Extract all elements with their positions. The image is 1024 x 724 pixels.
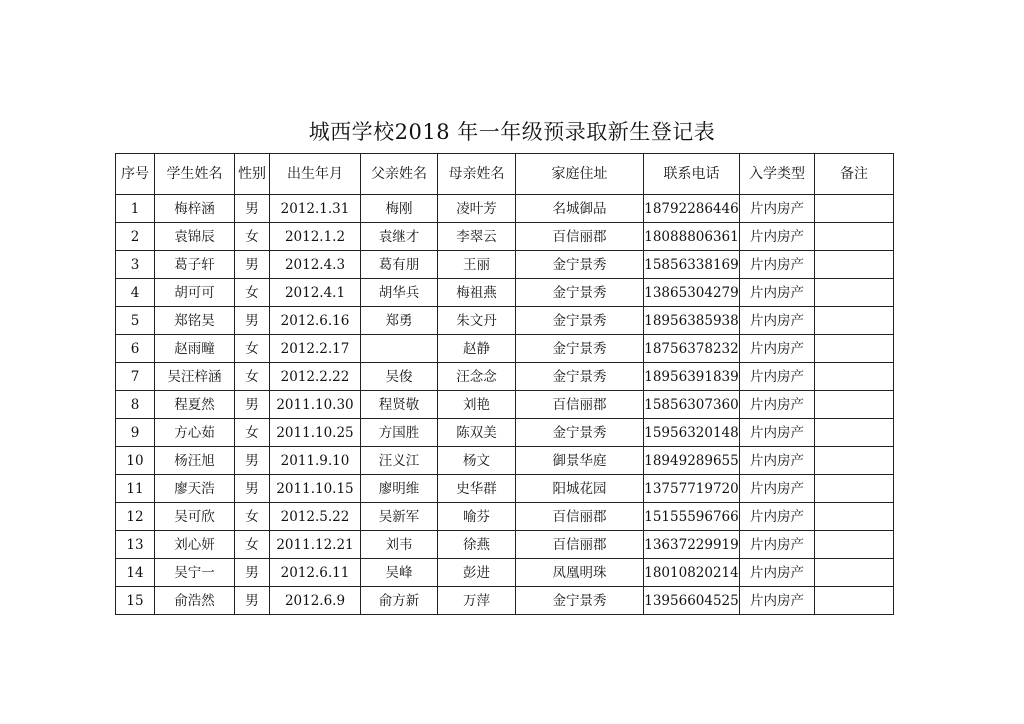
student-name-cell: 程夏然 <box>155 391 235 419</box>
address-cell: 金宁景秀 <box>516 335 644 363</box>
mother-name-cell: 喻芬 <box>438 503 516 531</box>
birth-date-cell: 2012.1.2 <box>270 223 361 251</box>
header-cell: 家庭住址 <box>516 154 644 195</box>
phone-cell: 18010820214 <box>644 559 740 587</box>
address-cell: 金宁景秀 <box>516 279 644 307</box>
remarks-cell <box>815 223 894 251</box>
gender-cell: 女 <box>235 363 270 391</box>
seq-cell: 5 <box>116 307 155 335</box>
seq-cell: 11 <box>116 475 155 503</box>
enrollment-type-cell: 片内房产 <box>740 335 815 363</box>
seq-cell: 9 <box>116 419 155 447</box>
father-name-cell: 吴新军 <box>361 503 438 531</box>
father-name-cell: 葛有朋 <box>361 251 438 279</box>
mother-name-cell: 汪念念 <box>438 363 516 391</box>
address-cell: 凤凰明珠 <box>516 559 644 587</box>
table-row <box>116 531 894 559</box>
seq-cell: 6 <box>116 335 155 363</box>
enrollment-type-cell: 片内房产 <box>740 279 815 307</box>
table-row <box>116 447 894 475</box>
table-row <box>116 251 894 279</box>
student-name-cell: 吴宁一 <box>155 559 235 587</box>
header-cell: 联系电话 <box>644 154 740 195</box>
document-title: 城西学校2018 年一年级预录取新生登记表 <box>308 120 716 144</box>
father-name-cell <box>361 335 438 363</box>
registration-table <box>115 153 894 615</box>
remarks-cell <box>815 447 894 475</box>
father-name-cell: 袁继才 <box>361 223 438 251</box>
phone-cell: 15856307360 <box>644 391 740 419</box>
gender-cell: 女 <box>235 279 270 307</box>
phone-cell: 13865304279 <box>644 279 740 307</box>
mother-name-cell: 赵静 <box>438 335 516 363</box>
student-name-cell: 胡可可 <box>155 279 235 307</box>
remarks-cell <box>815 531 894 559</box>
student-name-cell: 吴可欣 <box>155 503 235 531</box>
father-name-cell: 吴俊 <box>361 363 438 391</box>
father-name-cell: 俞方新 <box>361 587 438 615</box>
table-row <box>116 307 894 335</box>
remarks-cell <box>815 251 894 279</box>
student-name-cell: 葛子轩 <box>155 251 235 279</box>
student-name-cell: 刘心妍 <box>155 531 235 559</box>
enrollment-type-cell: 片内房产 <box>740 419 815 447</box>
mother-name-cell: 李翠云 <box>438 223 516 251</box>
remarks-cell <box>815 335 894 363</box>
remarks-cell <box>815 307 894 335</box>
birth-date-cell: 2012.4.1 <box>270 279 361 307</box>
enrollment-type-cell: 片内房产 <box>740 195 815 223</box>
remarks-cell <box>815 475 894 503</box>
remarks-cell <box>815 195 894 223</box>
seq-cell: 4 <box>116 279 155 307</box>
gender-cell: 男 <box>235 559 270 587</box>
address-cell: 百信丽郡 <box>516 503 644 531</box>
seq-cell: 1 <box>116 195 155 223</box>
seq-cell: 14 <box>116 559 155 587</box>
birth-date-cell: 2011.10.30 <box>270 391 361 419</box>
phone-cell: 13956604525 <box>644 587 740 615</box>
table-row <box>116 419 894 447</box>
student-name-cell: 郑铭昊 <box>155 307 235 335</box>
address-cell: 金宁景秀 <box>516 419 644 447</box>
birth-date-cell: 2012.1.31 <box>270 195 361 223</box>
table-row <box>116 391 894 419</box>
birth-date-cell: 2012.6.16 <box>270 307 361 335</box>
gender-cell: 女 <box>235 531 270 559</box>
header-row <box>116 154 894 195</box>
gender-cell: 男 <box>235 447 270 475</box>
father-name-cell: 郑勇 <box>361 307 438 335</box>
phone-cell: 15956320148 <box>644 419 740 447</box>
birth-date-cell: 2012.5.22 <box>270 503 361 531</box>
enrollment-type-cell: 片内房产 <box>740 531 815 559</box>
gender-cell: 男 <box>235 251 270 279</box>
table-row <box>116 559 894 587</box>
seq-cell: 2 <box>116 223 155 251</box>
enrollment-type-cell: 片内房产 <box>740 559 815 587</box>
mother-name-cell: 凌叶芳 <box>438 195 516 223</box>
header-cell: 母亲姓名 <box>438 154 516 195</box>
address-cell: 金宁景秀 <box>516 251 644 279</box>
mother-name-cell: 陈双美 <box>438 419 516 447</box>
birth-date-cell: 2012.6.9 <box>270 587 361 615</box>
header-cell: 出生年月 <box>270 154 361 195</box>
seq-cell: 3 <box>116 251 155 279</box>
address-cell: 百信丽郡 <box>516 223 644 251</box>
header-cell: 备注 <box>815 154 894 195</box>
address-cell: 阳城花园 <box>516 475 644 503</box>
seq-cell: 15 <box>116 587 155 615</box>
student-name-cell: 方心茹 <box>155 419 235 447</box>
phone-cell: 18756378232 <box>644 335 740 363</box>
enrollment-type-cell: 片内房产 <box>740 307 815 335</box>
birth-date-cell: 2011.9.10 <box>270 447 361 475</box>
gender-cell: 女 <box>235 419 270 447</box>
gender-cell: 男 <box>235 391 270 419</box>
father-name-cell: 方国胜 <box>361 419 438 447</box>
header-cell: 入学类型 <box>740 154 815 195</box>
phone-cell: 13757719720 <box>644 475 740 503</box>
birth-date-cell: 2012.6.11 <box>270 559 361 587</box>
table-row <box>116 503 894 531</box>
birth-date-cell: 2012.2.22 <box>270 363 361 391</box>
mother-name-cell: 万萍 <box>438 587 516 615</box>
enrollment-type-cell: 片内房产 <box>740 251 815 279</box>
birth-date-cell: 2011.12.21 <box>270 531 361 559</box>
gender-cell: 女 <box>235 335 270 363</box>
father-name-cell: 吴峰 <box>361 559 438 587</box>
student-name-cell: 梅梓涵 <box>155 195 235 223</box>
student-name-cell: 俞浩然 <box>155 587 235 615</box>
remarks-cell <box>815 279 894 307</box>
gender-cell: 男 <box>235 587 270 615</box>
birth-date-cell: 2011.10.15 <box>270 475 361 503</box>
mother-name-cell: 史华群 <box>438 475 516 503</box>
table-row <box>116 475 894 503</box>
student-name-cell: 吴汪梓涵 <box>155 363 235 391</box>
table-row <box>116 195 894 223</box>
enrollment-type-cell: 片内房产 <box>740 363 815 391</box>
address-cell: 金宁景秀 <box>516 587 644 615</box>
remarks-cell <box>815 419 894 447</box>
birth-date-cell: 2012.2.17 <box>270 335 361 363</box>
phone-cell: 18956385938 <box>644 307 740 335</box>
father-name-cell: 廖明维 <box>361 475 438 503</box>
phone-cell: 18088806361 <box>644 223 740 251</box>
table-row <box>116 223 894 251</box>
remarks-cell <box>815 363 894 391</box>
mother-name-cell: 王丽 <box>438 251 516 279</box>
mother-name-cell: 杨文 <box>438 447 516 475</box>
gender-cell: 男 <box>235 195 270 223</box>
table-row <box>116 363 894 391</box>
mother-name-cell: 刘艳 <box>438 391 516 419</box>
enrollment-type-cell: 片内房产 <box>740 475 815 503</box>
birth-date-cell: 2012.4.3 <box>270 251 361 279</box>
seq-cell: 13 <box>116 531 155 559</box>
enrollment-type-cell: 片内房产 <box>740 447 815 475</box>
father-name-cell: 汪义江 <box>361 447 438 475</box>
address-cell: 御景华庭 <box>516 447 644 475</box>
table-body <box>116 195 894 615</box>
enrollment-type-cell: 片内房产 <box>740 223 815 251</box>
phone-cell: 18956391839 <box>644 363 740 391</box>
address-cell: 金宁景秀 <box>516 363 644 391</box>
father-name-cell: 梅刚 <box>361 195 438 223</box>
header-cell: 父亲姓名 <box>361 154 438 195</box>
phone-cell: 18792286446 <box>644 195 740 223</box>
header-cell: 学生姓名 <box>155 154 235 195</box>
phone-cell: 15155596766 <box>644 503 740 531</box>
table-row <box>116 279 894 307</box>
birth-date-cell: 2011.10.25 <box>270 419 361 447</box>
mother-name-cell: 梅祖燕 <box>438 279 516 307</box>
enrollment-type-cell: 片内房产 <box>740 503 815 531</box>
address-cell: 百信丽郡 <box>516 391 644 419</box>
student-name-cell: 廖天浩 <box>155 475 235 503</box>
mother-name-cell: 彭进 <box>438 559 516 587</box>
gender-cell: 男 <box>235 307 270 335</box>
gender-cell: 女 <box>235 223 270 251</box>
table-row <box>116 587 894 615</box>
enrollment-type-cell: 片内房产 <box>740 587 815 615</box>
table-row <box>116 335 894 363</box>
seq-cell: 7 <box>116 363 155 391</box>
mother-name-cell: 徐燕 <box>438 531 516 559</box>
enrollment-type-cell: 片内房产 <box>740 391 815 419</box>
father-name-cell: 胡华兵 <box>361 279 438 307</box>
remarks-cell <box>815 559 894 587</box>
student-name-cell: 赵雨疃 <box>155 335 235 363</box>
gender-cell: 男 <box>235 475 270 503</box>
remarks-cell <box>815 391 894 419</box>
gender-cell: 女 <box>235 503 270 531</box>
header-cell: 序号 <box>116 154 155 195</box>
phone-cell: 18949289655 <box>644 447 740 475</box>
seq-cell: 12 <box>116 503 155 531</box>
address-cell: 金宁景秀 <box>516 307 644 335</box>
phone-cell: 15856338169 <box>644 251 740 279</box>
father-name-cell: 程贤敬 <box>361 391 438 419</box>
seq-cell: 8 <box>116 391 155 419</box>
student-name-cell: 袁锦辰 <box>155 223 235 251</box>
mother-name-cell: 朱文丹 <box>438 307 516 335</box>
phone-cell: 13637229919 <box>644 531 740 559</box>
address-cell: 百信丽郡 <box>516 531 644 559</box>
remarks-cell <box>815 587 894 615</box>
remarks-cell <box>815 503 894 531</box>
student-name-cell: 杨汪旭 <box>155 447 235 475</box>
header-cell: 性别 <box>235 154 270 195</box>
seq-cell: 10 <box>116 447 155 475</box>
address-cell: 名城御品 <box>516 195 644 223</box>
father-name-cell: 刘韦 <box>361 531 438 559</box>
